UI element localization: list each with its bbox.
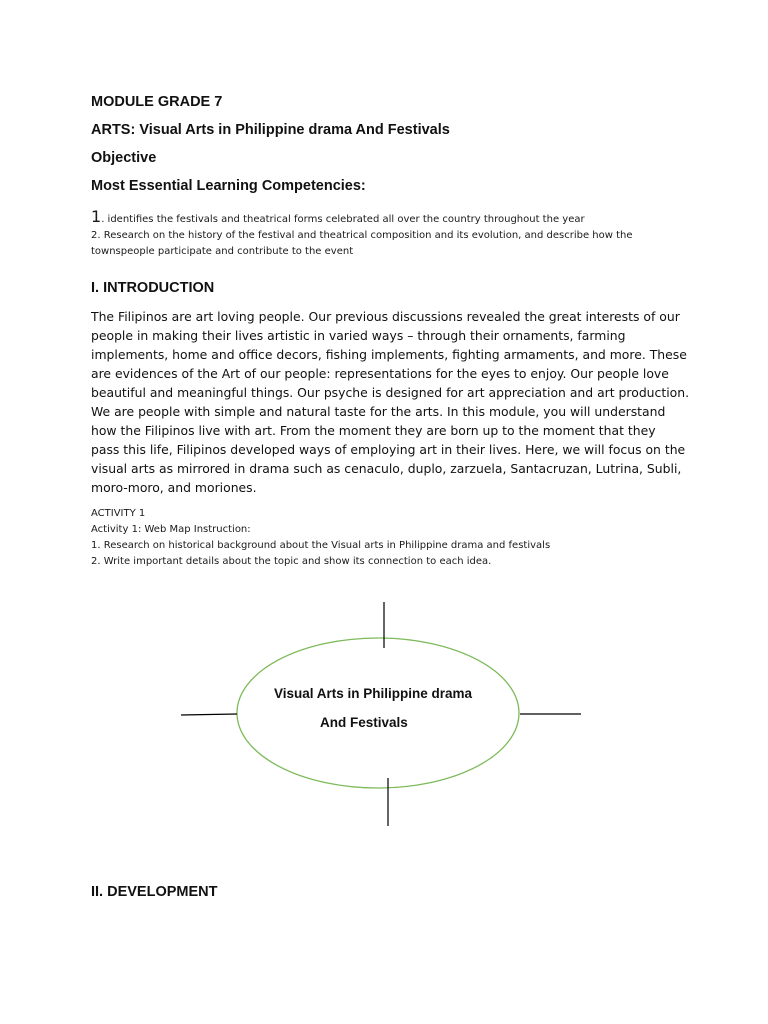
arts-title: ARTS: Visual Arts in Philippine drama And Festivals [91,122,450,138]
activity-step-1: 1. Research on historical background about the Visual arts in Philippine drama and festivals [91,540,551,551]
module-title: MODULE GRADE 7 [91,94,223,110]
intro-line: pass this life, Filipinos developed ways of employing art in their lives. Here, we will focus on the [91,442,686,457]
objective-heading: Objective [91,150,157,166]
web-map-center-line1: Visual Arts in Philippine drama [274,686,473,701]
web-map-center-ellipse [237,638,519,788]
intro-line: people in making their lives artistic in varied ways – through their ornaments, farming [91,328,626,343]
intro-line: beautiful and meaningful things. Our psyche is designed for art appreciation and art production. [91,385,690,400]
intro-line: implements, home and office decors, fishing implements, fighting armaments, and more. These [91,347,687,362]
intro-line: how the Filipinos live with art. From the moment they are born up to the moment that they [91,423,656,438]
web-map-connector-left [181,714,237,715]
introduction-heading: I. INTRODUCTION [91,280,215,296]
competency-2-line1: 2. Research on the history of the festival and theatrical composition and its evolution, and describe how the [91,230,633,241]
intro-line: The Filipinos are art loving people. Our previous discussions revealed the great interests of our [91,309,680,324]
intro-line: We are people with simple and natural taste for the arts. In this module, you will understand [91,404,666,419]
development-heading: II. DEVELOPMENT [91,884,218,900]
competency-1-number: 1 [91,207,102,226]
competency-2-line2: townspeople participate and contribute to the event [91,246,354,257]
introduction-paragraph [91,307,690,497]
competency-1-text: . identifies the festivals and theatrical forms celebrated all over the country throughout the year [101,214,585,225]
intro-line: visual arts as mirrored in drama such as cenaculo, duplo, zarzuela, Santacruzan, Lutrina, Subli, [91,461,682,476]
intro-line: are evidences of the Art of our people: representations for the eyes to enjoy. Our people love [91,366,669,381]
competencies-heading: Most Essential Learning Competencies: [91,178,366,194]
activity-instruction: Activity 1: Web Map Instruction: [91,524,251,535]
web-map-center-line2: And Festivals [320,715,408,730]
activity-label: ACTIVITY 1 [91,508,146,519]
activity-step-2: 2. Write important details about the topic and show its connection to each idea. [91,556,492,567]
intro-line: moro-moro, and moriones. [91,480,257,495]
competency-1 [91,209,585,228]
